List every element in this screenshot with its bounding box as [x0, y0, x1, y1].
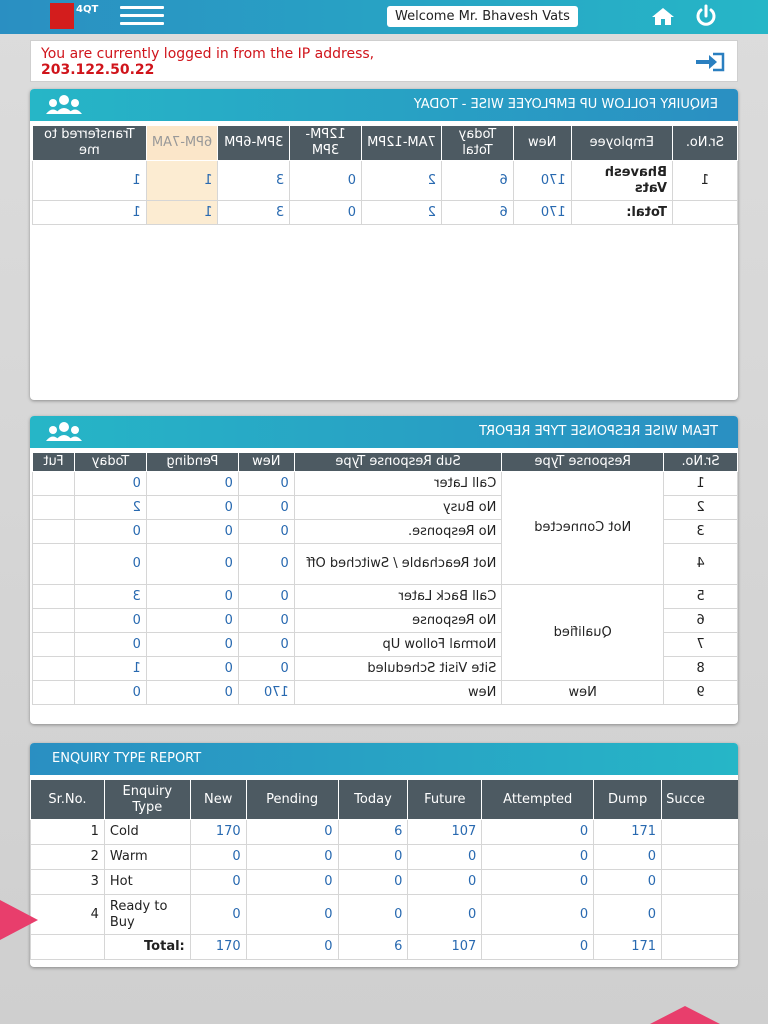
- group-qualified: Qualified: [502, 585, 664, 681]
- team-table: [32, 452, 738, 705]
- table-row: 4 Not Reachable / Switched Off 0 0 0: [33, 544, 738, 585]
- table-row: 9 New New 170 0 0: [33, 681, 738, 705]
- app-logo[interactable]: [50, 3, 106, 29]
- col-success: Succe: [662, 780, 738, 820]
- col-enquiry-type: Enquiry Type: [104, 780, 190, 820]
- users-icon: [44, 94, 84, 116]
- table-row: 1 Cold 170 0 6 107 0 171: [31, 820, 739, 845]
- team-panel-title: TEAM WISE RESPONSE TYPE REPORT: [479, 424, 718, 439]
- enquiry-type-panel-header: [30, 743, 738, 775]
- table-row: Total: 170 6 2 0 3 1 1: [33, 201, 738, 225]
- col-transferred: Transferred to me: [33, 126, 147, 161]
- welcome-message: Welcome Mr. Bhavesh Vats: [387, 6, 578, 27]
- table-row: 5 Qualified Call Back Later 0 0 3: [33, 585, 738, 609]
- left-edge-arrow-icon: [0, 895, 40, 945]
- team-panel-header: [30, 416, 738, 448]
- table-row: 2 No Busy 0 0 2: [33, 496, 738, 520]
- table-row: 3 No Response. 0 0 0: [33, 520, 738, 544]
- col-today: Today: [338, 780, 408, 820]
- col-pending: Pending: [246, 780, 338, 820]
- col-future: Fut: [33, 453, 75, 472]
- group-not-connected: Not Connected: [502, 472, 664, 585]
- enquiry-type-table: [30, 779, 738, 960]
- hamburger-menu-icon[interactable]: [120, 6, 164, 26]
- col-3pm-6pm: 3PM-6PM: [218, 126, 290, 161]
- col-srno: Sr.No.: [664, 453, 738, 472]
- ip-notice-text: You are currently logged in from the IP address,: [41, 46, 375, 62]
- team-response-panel: [30, 416, 738, 724]
- col-today: Today: [75, 453, 147, 472]
- table-row: 1 Not Connected Call Later 0 0 0: [33, 472, 738, 496]
- logout-icon[interactable]: [693, 51, 727, 73]
- total-label: Total:: [571, 201, 672, 225]
- followup-panel-title: ENQUIRY FOLLOW UP EMPLOYEE WISE - TODAY: [413, 97, 718, 112]
- col-response-type: Response Type: [502, 453, 664, 472]
- table-row: 6 No Response 0 0 0: [33, 609, 738, 633]
- followup-table: [32, 125, 738, 225]
- ip-notice: [30, 40, 738, 82]
- total-label: Total:: [104, 935, 190, 960]
- col-7am-12pm: 7AM-12PM: [361, 126, 441, 161]
- enquiry-type-panel-title: ENQUIRY TYPE REPORT: [52, 751, 202, 766]
- col-6pm-7am: 6PM-7AM: [146, 126, 218, 161]
- enquiry-type-panel: [30, 743, 738, 967]
- power-icon[interactable]: [693, 4, 719, 28]
- table-row: 8 Site Visit Scheduled 0 0 1: [33, 657, 738, 681]
- bottom-edge-arrow-icon: [650, 1004, 720, 1024]
- logo-text: 4QT: [76, 4, 99, 15]
- col-srno: Sr.No.: [31, 780, 105, 820]
- home-icon[interactable]: [650, 6, 676, 26]
- logo-square: [50, 3, 74, 29]
- users-icon: [44, 421, 84, 443]
- col-dump: Dump: [594, 780, 662, 820]
- table-row: Total: 170 0 6 107 0 171: [31, 935, 739, 960]
- table-row: 4 Ready to Buy 0 0 0 0 0 0: [31, 895, 739, 935]
- col-sub-response-type: Sub Response Type: [294, 453, 502, 472]
- table-row: 7 Normal Follow Up 0 0 0: [33, 633, 738, 657]
- group-new: New: [502, 681, 664, 705]
- col-12pm-3pm: 12PM-3PM: [290, 126, 362, 161]
- top-bar: [0, 0, 768, 34]
- employee-name[interactable]: Bhavesh Vats: [571, 161, 672, 201]
- col-new: New: [513, 126, 571, 161]
- col-pending: Pending: [146, 453, 238, 472]
- col-future: Future: [408, 780, 482, 820]
- col-attempted: Attempted: [482, 780, 594, 820]
- col-today-total: Today Total: [442, 126, 514, 161]
- col-employee: Employee: [571, 126, 672, 161]
- col-new: New: [238, 453, 294, 472]
- table-row: 2 Warm 0 0 0 0 0 0: [31, 845, 739, 870]
- col-new: New: [190, 780, 246, 820]
- col-srno: Sr.No.: [672, 126, 737, 161]
- table-row: 1 Bhavesh Vats 170 6 2 0 3 1 1: [33, 161, 738, 201]
- followup-panel: [30, 89, 738, 400]
- ip-address: 203.122.50.22: [41, 62, 155, 78]
- table-row: 3 Hot 0 0 0 0 0 0: [31, 870, 739, 895]
- followup-panel-header: [30, 89, 738, 121]
